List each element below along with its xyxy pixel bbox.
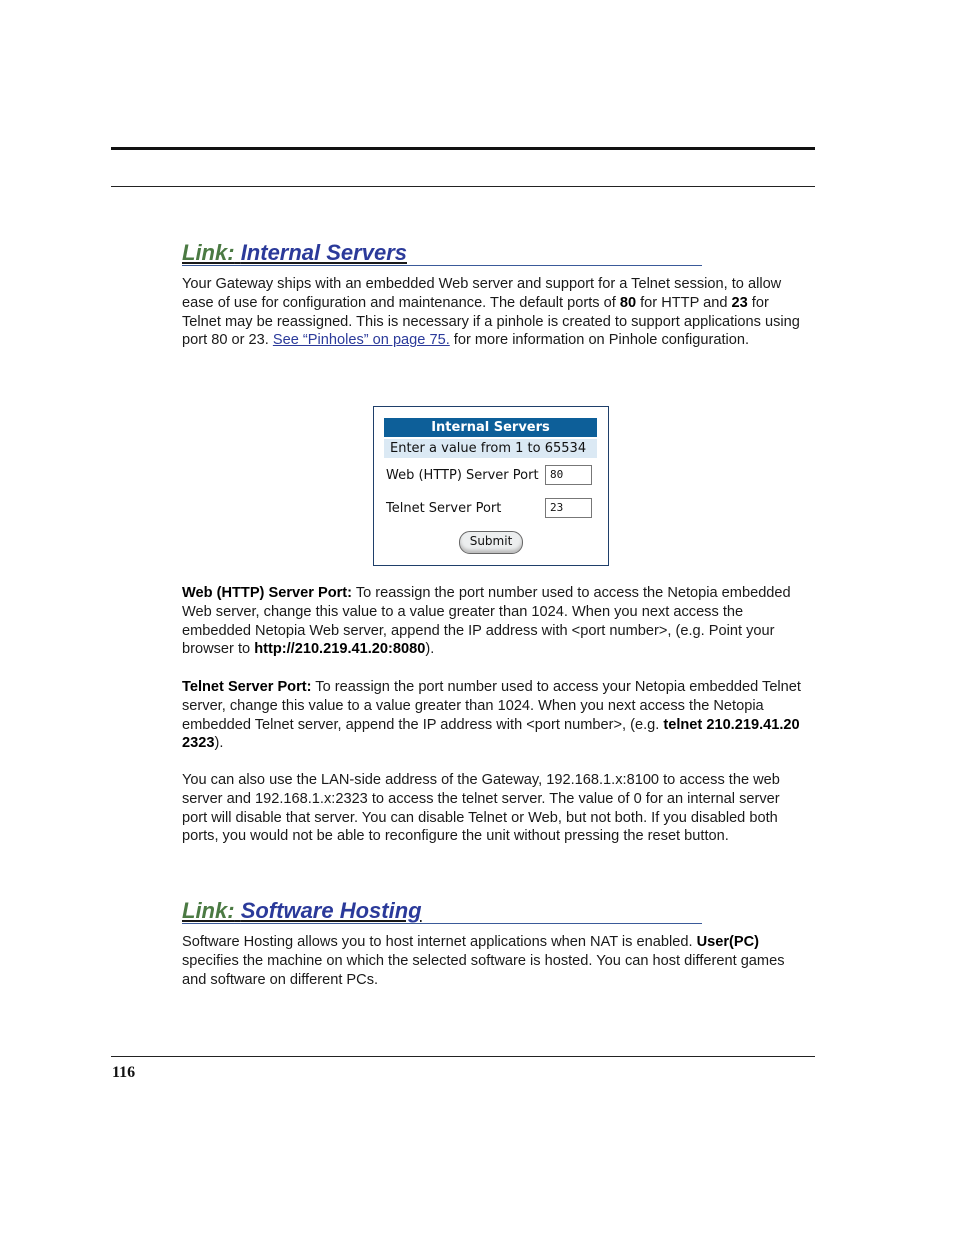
web-port-label: Web (HTTP) Server Port: [386, 468, 539, 483]
lan-note-paragraph: You can also use the LAN-side address of the Gateway, 192.168.1.x:8100 to access the web server and 192.168.1.x:2323 to access the telnet server. The value of 0 for an internal server port will disable that server. You can disable Telnet or Web, but not both. If you disabled both ports, you would not be able to reconfigure the unit without pressing the reset button.: [182, 772, 780, 845]
intro-text: for HTTP and: [636, 294, 732, 311]
intro-text: for Telnet may be reassigned. This is necessary if a pinhole is created to support applications using port 80 or 23.: [182, 294, 800, 349]
intro-text: for more information on Pinhole configuration.: [449, 332, 750, 349]
telnet-port-paragraph: [182, 678, 802, 753]
heading-link[interactable]: [182, 899, 422, 923]
internal-servers-panel: [373, 406, 609, 566]
web-port-paragraph: [182, 584, 802, 659]
web-port-input[interactable]: 80: [545, 465, 592, 485]
software-hosting-paragraph: [182, 933, 802, 989]
telnet-port-text: To reassign the port number used to access your Netopia embedded Telnet server, change this value to a value greater than 1024. When you next access the Netopia embedded Telnet server, append the IP address with <port number>, (e.g.: [182, 679, 801, 733]
heading-prefix: Link:: [182, 240, 235, 265]
telnet-port-text: ).: [214, 735, 224, 752]
submit-button[interactable]: Submit: [459, 531, 523, 554]
header-rule-thin: [111, 186, 815, 187]
section-heading-internal-servers: [182, 241, 702, 266]
heading-prefix: Link:: [182, 898, 235, 923]
telnet-port-term: Telnet Server Port:: [182, 679, 312, 695]
section-heading-software-hosting: [182, 899, 702, 924]
footer-rule: [111, 1056, 815, 1057]
hosting-text: specifies the machine on which the selected software is hosted. You can host different games and software on different PCs.: [182, 952, 785, 988]
heading-link[interactable]: [182, 241, 407, 265]
heading-title: Software Hosting: [240, 898, 422, 923]
page-number: 116: [112, 1064, 136, 1081]
intro-bold-http-port: 80: [619, 294, 637, 311]
heading-title: Internal Servers: [240, 240, 407, 265]
header-rule-thick: [111, 147, 815, 150]
intro-bold-telnet-port: 23: [731, 294, 748, 311]
telnet-port-input[interactable]: 23: [545, 498, 592, 518]
hosting-text: Software Hosting allows you to host internet applications when NAT is enabled.: [182, 934, 697, 950]
web-port-term: Web (HTTP) Server Port:: [182, 585, 353, 601]
intro-text: Your Gateway ships with an embedded Web server and support for a Telnet session, to allow ease of use for configuration and maintenance. The default ports of: [182, 276, 782, 311]
pinholes-link[interactable]: See “Pinholes” on page 75.: [272, 332, 450, 349]
telnet-port-example: telnet 210.219.41.20 2323: [182, 716, 800, 752]
web-port-text: To reassign the port number used to access the Netopia embedded Web server, change this value to a value greater than 1024. When you next access the embedded Netopia Web server, append the IP address with <port number>, (e.g. Point your browser to: [182, 585, 791, 658]
web-port-example-url: http://210.219.41.20:8080: [254, 641, 426, 658]
panel-title: Internal Servers: [384, 418, 597, 437]
panel-hint: Enter a value from 1 to 65534: [384, 439, 597, 458]
web-port-text: ).: [425, 641, 435, 658]
telnet-port-label: Telnet Server Port: [386, 501, 502, 516]
intro-paragraph: [182, 275, 802, 350]
hosting-user-pc-term: User(PC): [696, 934, 760, 950]
